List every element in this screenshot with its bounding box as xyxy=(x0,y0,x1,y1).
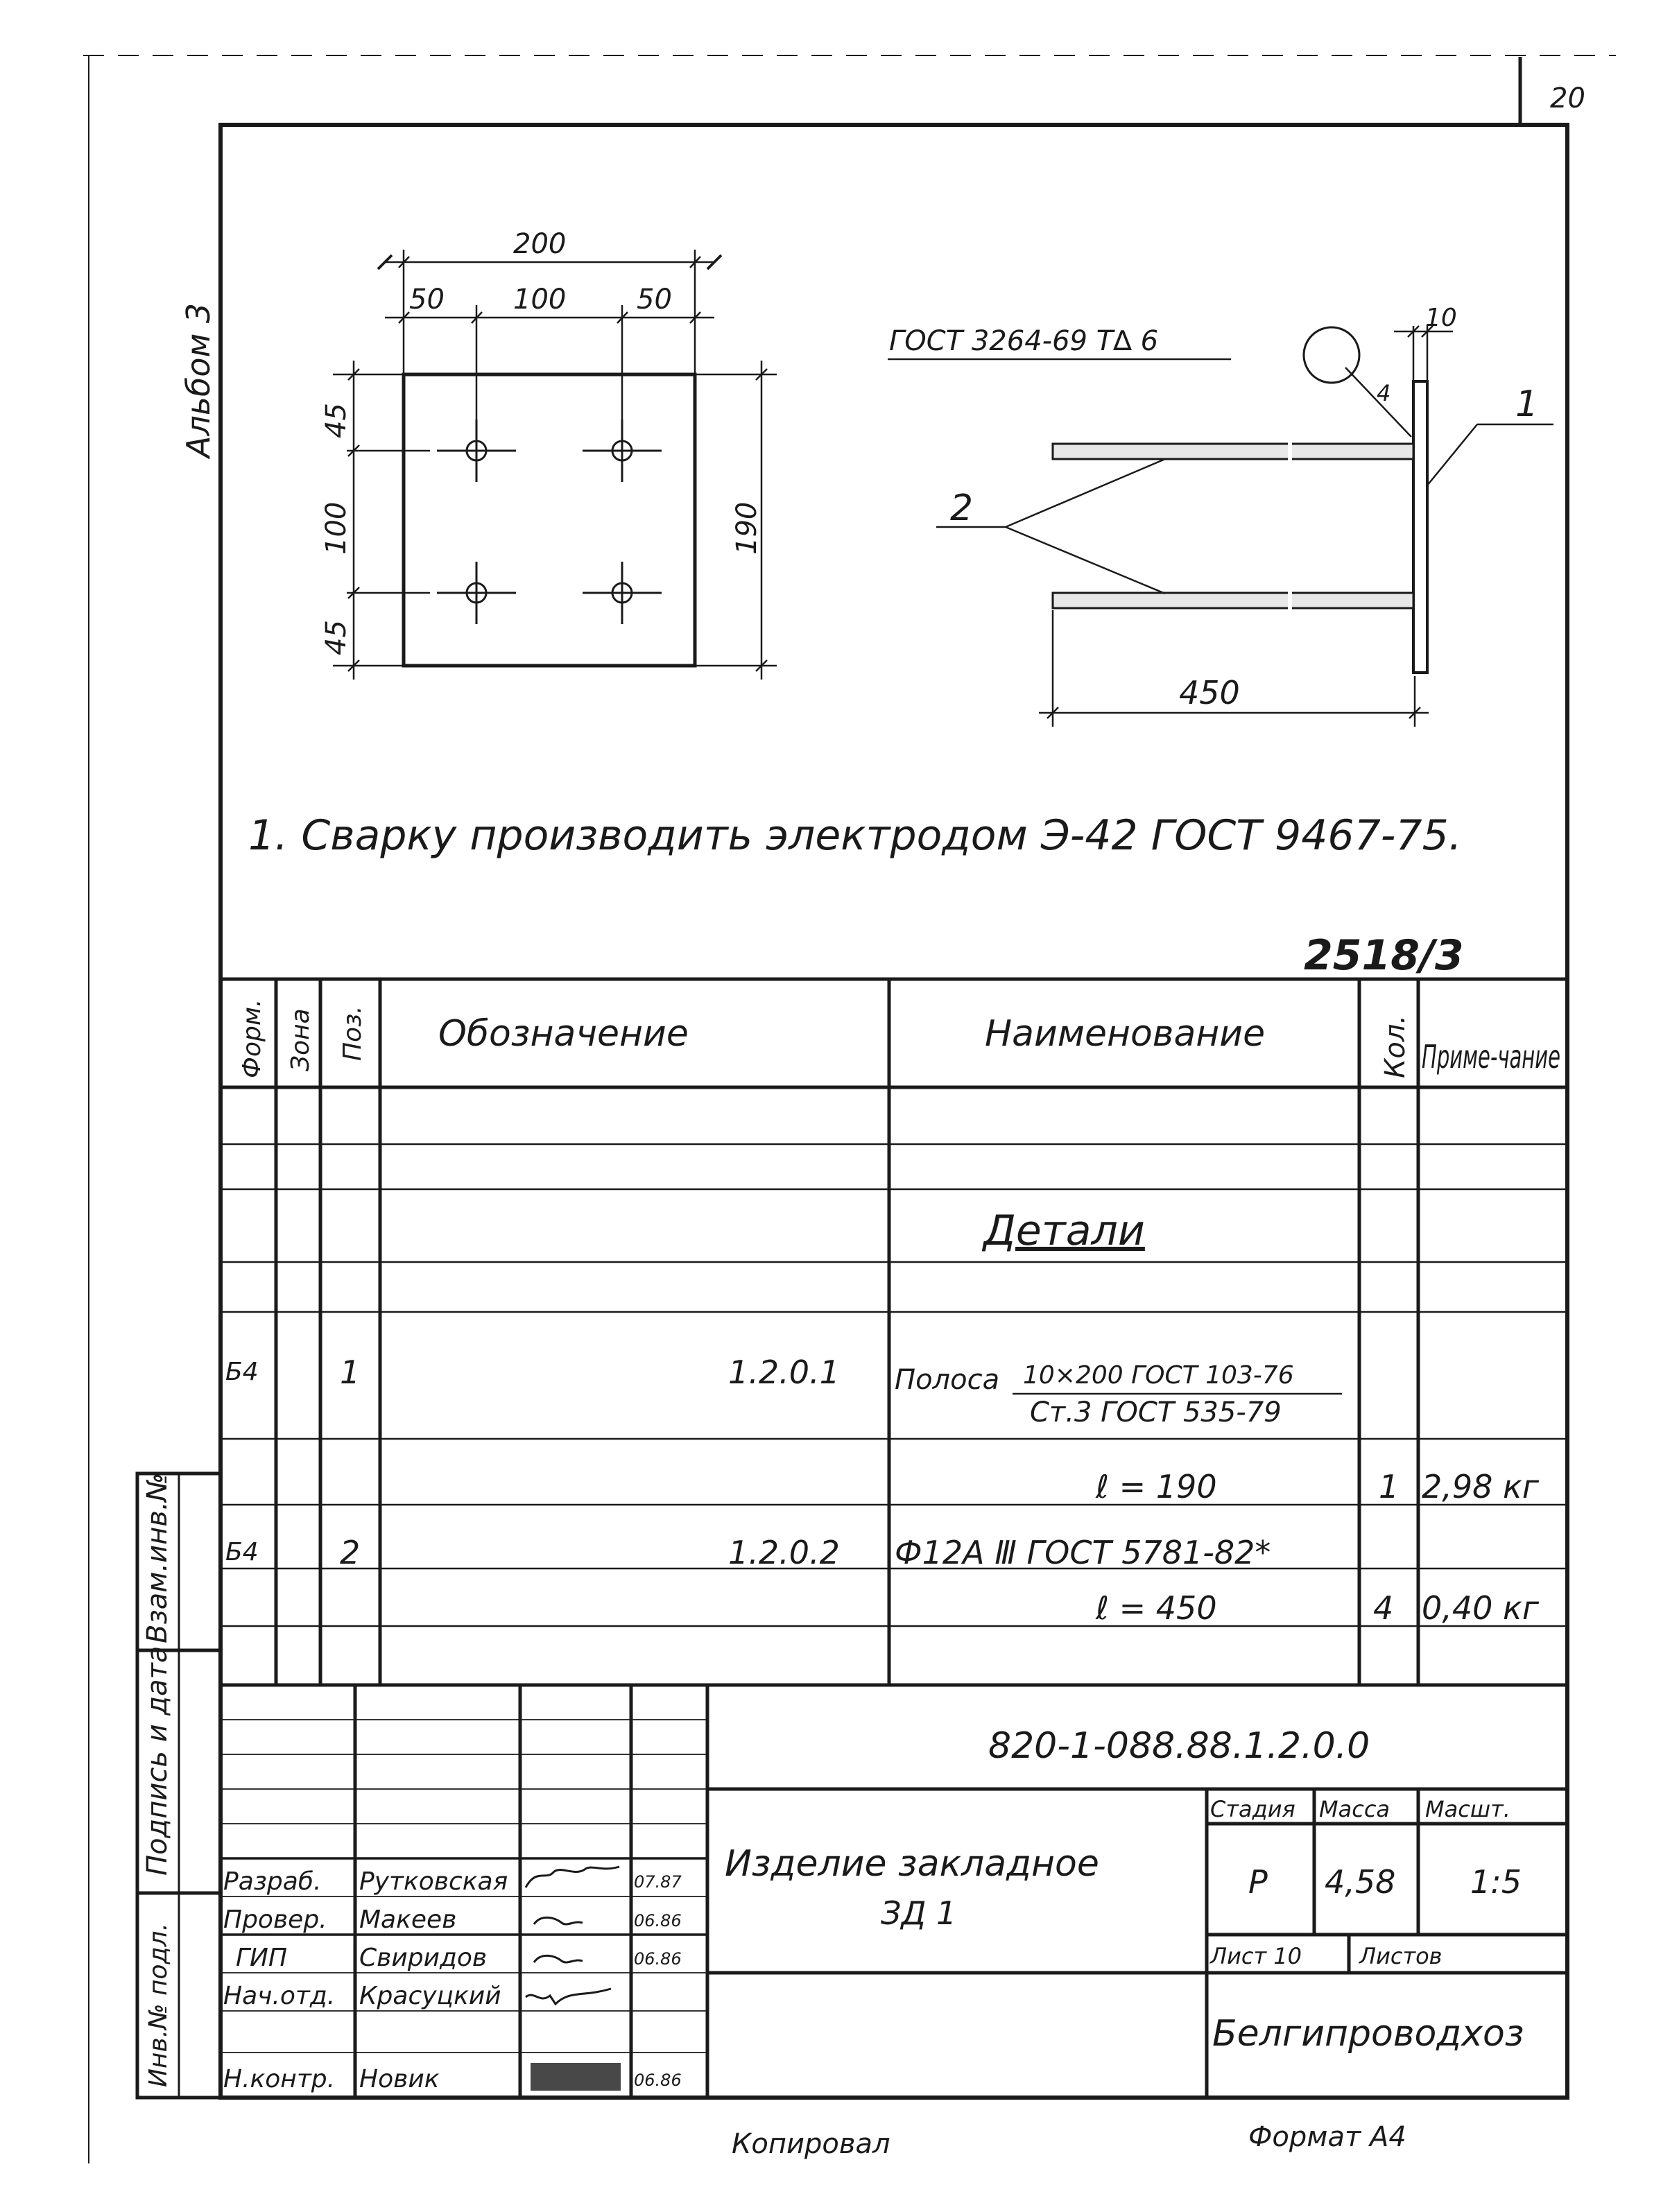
scale-label: Масшт. xyxy=(1425,1796,1510,1822)
bar-length: 450 xyxy=(1179,674,1240,711)
row1-name-top: 10×200 ГОСТ 103-76 xyxy=(1023,1361,1294,1390)
row1-note: 2,98 кг xyxy=(1422,1468,1539,1505)
side-view xyxy=(888,304,1553,727)
plan-view xyxy=(320,228,777,680)
row1-position: 1 xyxy=(340,1354,361,1391)
header-position: Поз. xyxy=(338,1005,367,1061)
header-format: Форм. xyxy=(238,999,266,1078)
section-title: Детали xyxy=(983,1207,1145,1255)
anchor-bar xyxy=(1053,593,1413,608)
row1-name-bottom: Ст.3 ГОСТ 535-79 xyxy=(1030,1397,1282,1428)
signer1-role: Разраб. xyxy=(223,1867,322,1896)
row1-qty: 1 xyxy=(1379,1468,1400,1505)
signer4-name: Красуцкий xyxy=(359,1982,501,2010)
signer2-name: Макеев xyxy=(359,1906,457,1934)
dim-hole-spacing-y: 100 xyxy=(320,501,352,555)
row2-qty: 4 xyxy=(1373,1589,1394,1627)
signer1-name: Рутковская xyxy=(359,1867,508,1896)
row2-designation: 1.2.0.2 xyxy=(728,1534,840,1571)
row2-name: Ф12А Ⅲ ГОСТ 5781-82* xyxy=(895,1534,1271,1571)
scale-value: 1:5 xyxy=(1470,1863,1522,1901)
signature xyxy=(534,1917,583,1924)
plate-side xyxy=(1413,381,1427,673)
dim-bottom-offset: 45 xyxy=(320,620,352,655)
signature xyxy=(534,1955,583,1962)
general-note: 1. Сварку производить электродом Э-42 ГОСТ 9467-75. xyxy=(248,811,1462,860)
dim-total-width: 200 xyxy=(513,228,567,260)
dim-right-offset: 50 xyxy=(637,284,672,316)
sheet-label: Лист 10 xyxy=(1210,1943,1302,1969)
row2-format: Б4 xyxy=(225,1538,259,1566)
signer3-date: 06.86 xyxy=(634,1949,682,1969)
row1-length: ℓ = 190 xyxy=(1096,1468,1217,1505)
specification-table xyxy=(221,979,1567,1685)
weld-leg: 4 xyxy=(1377,380,1391,406)
signer1-date: 07.87 xyxy=(634,1872,682,1892)
signer2-role: Провер. xyxy=(223,1906,327,1934)
dim-hole-spacing-x: 100 xyxy=(513,284,567,316)
signature xyxy=(526,1867,619,1887)
album-label: Альбом 3 xyxy=(180,302,217,458)
signer5-date: 06.86 xyxy=(634,2071,682,2090)
stage-label: Стадия xyxy=(1210,1796,1295,1822)
doc-code: 820-1-088.88.1.2.0.0 xyxy=(988,1725,1370,1767)
weld-spec: ГОСТ 3264-69 Т∆ 6 xyxy=(889,325,1159,357)
organization: Белгипроводхоз xyxy=(1212,2013,1524,2055)
header-note: Приме-чание xyxy=(1422,1038,1560,1075)
anchor-bar xyxy=(1053,444,1413,459)
row1-name-prefix: Полоса xyxy=(895,1364,1000,1396)
header-zone: Зона xyxy=(286,1008,315,1071)
signature xyxy=(526,1989,611,2004)
signature xyxy=(531,2063,621,2091)
mass-label: Масса xyxy=(1319,1796,1390,1822)
pos-bars: 2 xyxy=(950,487,974,529)
page-number: 20 xyxy=(1550,83,1585,114)
embedded-plate-outline xyxy=(404,374,695,666)
signer2-date: 06.86 xyxy=(634,1911,682,1930)
title-block xyxy=(221,1685,1567,2098)
signer3-role: ГИП xyxy=(236,1944,288,1972)
dim-left-offset: 50 xyxy=(409,284,445,316)
dim-total-height: 190 xyxy=(731,501,763,555)
sheet-format: Формат А4 xyxy=(1248,2121,1406,2153)
copied-by: Копировал xyxy=(732,2128,890,2160)
mass-value: 4,58 xyxy=(1325,1863,1396,1901)
signer4-role: Нач.отд. xyxy=(223,1982,336,2010)
row2-position: 2 xyxy=(340,1534,361,1571)
signer3-name: Свиридов xyxy=(359,1944,488,1972)
margin-signature-date: Подпись и дата xyxy=(141,1645,173,1876)
margin-stamp xyxy=(137,1473,221,2098)
header-qty: Кол. xyxy=(1379,1014,1411,1078)
margin-inv-original: Инв.№ подл. xyxy=(144,1923,173,2087)
sheets-label: Листов xyxy=(1359,1943,1443,1969)
row2-length: ℓ = 450 xyxy=(1096,1589,1217,1627)
signer5-role: Н.контр. xyxy=(223,2065,336,2093)
dim-top-offset: 45 xyxy=(320,403,352,438)
header-name: Наименование xyxy=(985,1013,1266,1055)
row2-note: 0,40 кг xyxy=(1422,1589,1539,1627)
product-name-2: ЗД 1 xyxy=(881,1894,957,1932)
stage-value: Р xyxy=(1248,1863,1268,1901)
signer5-name: Новик xyxy=(359,2065,440,2093)
pos-plate: 1 xyxy=(1515,383,1539,425)
plate-thickness: 10 xyxy=(1425,304,1457,332)
row1-designation: 1.2.0.1 xyxy=(728,1354,840,1391)
product-name-1: Изделие закладное xyxy=(725,1843,1099,1885)
row1-format: Б4 xyxy=(225,1358,259,1386)
inventory-number: 2518/3 xyxy=(1304,931,1464,980)
header-designation: Обозначение xyxy=(438,1013,689,1055)
margin-vzam-inv: Взам.инв.№ xyxy=(141,1472,173,1643)
